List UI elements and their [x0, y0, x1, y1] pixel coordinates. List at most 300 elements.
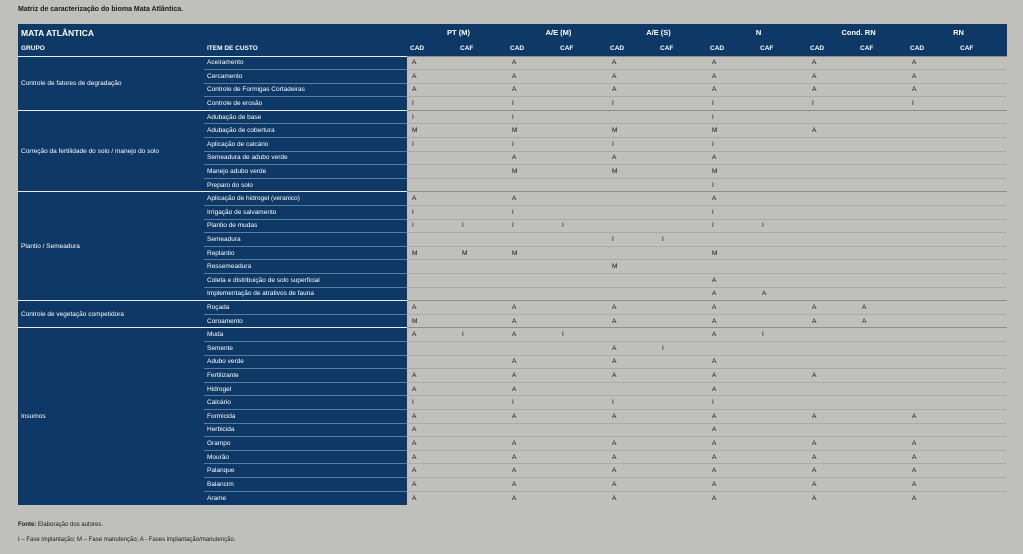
value-cell [807, 138, 857, 152]
value-cell [557, 192, 607, 206]
value-cell [857, 83, 907, 97]
value-cell: A [407, 56, 457, 70]
legend-note: I – Fase implantação; M – Fase manutenção; A - Fases implantação/manutenção. [18, 537, 236, 543]
value-cell [407, 355, 457, 369]
value-cell [807, 233, 857, 247]
value-cell [557, 56, 607, 70]
item-cell: Arame [204, 491, 407, 505]
value-cell: I [507, 206, 557, 220]
value-cell [857, 56, 907, 70]
value-cell [857, 355, 907, 369]
value-cell [807, 178, 857, 192]
value-cell [457, 138, 507, 152]
value-cell [557, 369, 607, 383]
value-cell [957, 314, 1007, 328]
value-cell [807, 192, 857, 206]
group-header-ae-m: A/E (M) [507, 24, 607, 41]
value-cell [657, 138, 707, 152]
value-cell [907, 110, 957, 124]
value-cell: A [407, 437, 457, 451]
value-cell [907, 138, 957, 152]
value-cell [807, 165, 857, 179]
value-cell: A [807, 491, 857, 505]
value-cell [857, 382, 907, 396]
header-row-columns [18, 41, 1007, 56]
value-cell: I [707, 219, 757, 233]
item-cell: Calcário [204, 396, 407, 410]
value-cell: I [907, 97, 957, 111]
value-cell: I [707, 138, 757, 152]
value-cell [907, 233, 957, 247]
value-cell: I [507, 138, 557, 152]
value-cell [607, 423, 657, 437]
value-cell: A [407, 83, 457, 97]
value-cell: A [507, 328, 557, 342]
value-cell: A [507, 56, 557, 70]
value-cell: A [707, 287, 757, 301]
value-cell: I [407, 219, 457, 233]
value-cell [907, 301, 957, 315]
value-cell [957, 138, 1007, 152]
value-cell: A [707, 355, 757, 369]
value-cell [857, 178, 907, 192]
column-header-cad: CAD [407, 41, 457, 56]
value-cell [757, 97, 807, 111]
value-cell: A [607, 437, 657, 451]
item-cell: Mourão [204, 450, 407, 464]
value-cell [957, 328, 1007, 342]
value-cell [507, 287, 557, 301]
value-cell [907, 341, 957, 355]
item-cell: Fertilizante [204, 369, 407, 383]
characterization-matrix [18, 24, 1007, 505]
value-cell: A [507, 192, 557, 206]
value-cell [457, 287, 507, 301]
value-cell [507, 178, 557, 192]
value-cell: M [607, 165, 657, 179]
value-cell: A [407, 328, 457, 342]
value-cell [757, 301, 807, 315]
value-cell: A [407, 450, 457, 464]
value-cell [607, 328, 657, 342]
biome-header: MATA ATLÂNTICA [18, 24, 407, 41]
value-cell: A [507, 301, 557, 315]
value-cell: A [407, 301, 457, 315]
value-cell [657, 97, 707, 111]
value-cell: I [657, 341, 707, 355]
value-cell [757, 369, 807, 383]
item-cell: Aceiramento [204, 56, 407, 70]
value-cell [957, 151, 1007, 165]
value-cell: A [707, 464, 757, 478]
value-cell: A [907, 450, 957, 464]
value-cell [457, 260, 507, 274]
value-cell [457, 56, 507, 70]
value-cell [607, 219, 657, 233]
column-header-caf: CAF [557, 41, 607, 56]
value-cell [407, 287, 457, 301]
value-cell [807, 151, 857, 165]
value-cell [957, 192, 1007, 206]
value-cell [457, 192, 507, 206]
value-cell [757, 341, 807, 355]
value-cell [657, 274, 707, 288]
value-cell: A [707, 274, 757, 288]
value-cell: M [407, 124, 457, 138]
value-cell: A [407, 423, 457, 437]
value-cell [457, 301, 507, 315]
item-cell: Controle de Formigas Cortadeiras [204, 83, 407, 97]
value-cell [457, 491, 507, 505]
source-text: Elaboração dos autores. [36, 522, 104, 528]
group-cell: Controle de fatores de degradação [18, 56, 204, 110]
value-cell: A [707, 301, 757, 315]
value-cell [757, 437, 807, 451]
value-cell [457, 83, 507, 97]
value-cell: A [707, 70, 757, 84]
value-cell [857, 192, 907, 206]
value-cell: I [457, 328, 507, 342]
value-cell [807, 423, 857, 437]
value-cell [657, 328, 707, 342]
column-header-caf: CAF [457, 41, 507, 56]
value-cell [857, 423, 907, 437]
value-cell [907, 287, 957, 301]
value-cell [957, 341, 1007, 355]
value-cell [557, 110, 607, 124]
value-cell [457, 464, 507, 478]
column-header-cad: CAD [607, 41, 657, 56]
value-cell: I [507, 219, 557, 233]
value-cell [457, 97, 507, 111]
group-header-n: N [707, 24, 807, 41]
value-cell [757, 464, 807, 478]
item-cell: Palanque [204, 464, 407, 478]
value-cell [557, 314, 607, 328]
matrix-body [18, 56, 1007, 505]
value-cell [807, 287, 857, 301]
value-cell: A [607, 314, 657, 328]
value-cell [857, 450, 907, 464]
value-cell: M [507, 246, 557, 260]
value-cell: M [407, 314, 457, 328]
value-cell: A [507, 450, 557, 464]
value-cell [657, 355, 707, 369]
value-cell: A [807, 464, 857, 478]
value-cell [757, 192, 807, 206]
value-cell: M [507, 165, 557, 179]
value-cell: I [707, 206, 757, 220]
value-cell: I [407, 138, 457, 152]
item-cell: Aplicação de hidrogel (veranico) [204, 192, 407, 206]
value-cell [557, 233, 607, 247]
value-cell [857, 124, 907, 138]
value-cell: M [457, 246, 507, 260]
value-cell [907, 328, 957, 342]
value-cell [757, 396, 807, 410]
value-cell [557, 491, 607, 505]
value-cell: M [707, 124, 757, 138]
value-cell [507, 260, 557, 274]
value-cell: A [857, 314, 907, 328]
value-cell [557, 97, 607, 111]
column-header-cad: CAD [707, 41, 757, 56]
value-cell [957, 219, 1007, 233]
value-cell [557, 165, 607, 179]
value-cell [807, 206, 857, 220]
item-cell: Grampo [204, 437, 407, 451]
value-cell: I [407, 97, 457, 111]
value-cell [407, 274, 457, 288]
value-cell [657, 301, 707, 315]
value-cell: I [757, 219, 807, 233]
value-cell [657, 124, 707, 138]
value-cell: I [707, 178, 757, 192]
value-cell: A [707, 56, 757, 70]
value-cell: M [607, 260, 657, 274]
value-cell: A [807, 83, 857, 97]
value-cell [857, 97, 907, 111]
value-cell: I [607, 233, 657, 247]
value-cell [857, 151, 907, 165]
value-cell [457, 274, 507, 288]
value-cell: A [807, 314, 857, 328]
value-cell [657, 437, 707, 451]
value-cell [457, 70, 507, 84]
value-cell [657, 382, 707, 396]
value-cell [757, 260, 807, 274]
value-cell: A [607, 70, 657, 84]
value-cell: A [607, 341, 657, 355]
value-cell [657, 165, 707, 179]
value-cell: A [907, 409, 957, 423]
value-cell [557, 138, 607, 152]
value-cell: A [407, 491, 457, 505]
value-cell: M [707, 165, 757, 179]
item-cell: Semente [204, 341, 407, 355]
value-cell: I [657, 233, 707, 247]
value-cell: A [807, 301, 857, 315]
value-cell [907, 124, 957, 138]
value-cell [857, 477, 907, 491]
value-cell [507, 423, 557, 437]
value-cell [907, 396, 957, 410]
value-cell [957, 274, 1007, 288]
value-cell: I [557, 328, 607, 342]
value-cell: I [707, 110, 757, 124]
item-cell: Formicida [204, 409, 407, 423]
value-cell [607, 382, 657, 396]
value-cell: A [807, 56, 857, 70]
group-header-cond-rn: Cond. RN [807, 24, 907, 41]
value-cell: A [507, 437, 557, 451]
value-cell: A [907, 83, 957, 97]
value-cell: A [607, 477, 657, 491]
value-cell [557, 450, 607, 464]
value-cell: A [607, 409, 657, 423]
value-cell: M [407, 246, 457, 260]
value-cell: A [807, 70, 857, 84]
table-row [18, 192, 1007, 206]
value-cell: I [507, 396, 557, 410]
value-cell [657, 409, 707, 423]
item-cell: Herbicida [204, 423, 407, 437]
value-cell [807, 219, 857, 233]
value-cell [957, 110, 1007, 124]
item-cell: Controle de erosão [204, 97, 407, 111]
value-cell [757, 70, 807, 84]
value-cell [757, 124, 807, 138]
item-cell: Cercamento [204, 70, 407, 84]
value-cell [657, 70, 707, 84]
value-cell [757, 206, 807, 220]
value-cell: A [707, 409, 757, 423]
source-label: Fonte: [18, 522, 37, 528]
value-cell [957, 409, 1007, 423]
value-cell [607, 274, 657, 288]
value-cell [957, 287, 1007, 301]
value-cell [857, 70, 907, 84]
value-cell: I [707, 396, 757, 410]
table-row [18, 110, 1007, 124]
item-cell: Hidrogel [204, 382, 407, 396]
value-cell [557, 287, 607, 301]
value-cell [657, 477, 707, 491]
value-cell [457, 314, 507, 328]
value-cell [957, 56, 1007, 70]
value-cell: A [707, 423, 757, 437]
value-cell [857, 274, 907, 288]
value-cell [857, 165, 907, 179]
value-cell [857, 464, 907, 478]
value-cell [907, 246, 957, 260]
value-cell [857, 219, 907, 233]
value-cell [707, 260, 757, 274]
value-cell [957, 369, 1007, 383]
value-cell [507, 274, 557, 288]
value-cell [557, 83, 607, 97]
value-cell: A [607, 491, 657, 505]
value-cell [807, 396, 857, 410]
value-cell: I [607, 97, 657, 111]
value-cell: A [407, 464, 457, 478]
value-cell [557, 423, 607, 437]
column-header-caf: CAF [857, 41, 907, 56]
value-cell [957, 477, 1007, 491]
value-cell: A [607, 355, 657, 369]
value-cell [557, 151, 607, 165]
value-cell [857, 138, 907, 152]
value-cell [907, 274, 957, 288]
value-cell [657, 260, 707, 274]
value-cell [957, 97, 1007, 111]
value-cell: A [807, 477, 857, 491]
value-cell [857, 260, 907, 274]
group-cell: Correção da fertilidade do solo / manejo do solo [18, 110, 204, 192]
value-cell: A [907, 56, 957, 70]
value-cell [557, 464, 607, 478]
group-cell: Insumos [18, 328, 204, 505]
group-header-pt-m: PT (M) [407, 24, 507, 41]
value-cell [457, 124, 507, 138]
value-cell [857, 369, 907, 383]
value-cell: I [607, 138, 657, 152]
value-cell [557, 301, 607, 315]
value-cell [757, 477, 807, 491]
value-cell [957, 396, 1007, 410]
value-cell [907, 165, 957, 179]
value-cell [657, 192, 707, 206]
value-cell [457, 178, 507, 192]
value-cell: A [607, 450, 657, 464]
value-cell [457, 477, 507, 491]
value-cell [457, 409, 507, 423]
group-header-rn: RN [907, 24, 1007, 41]
value-cell [857, 409, 907, 423]
item-cell: Balancim [204, 477, 407, 491]
value-cell [407, 151, 457, 165]
value-cell: I [407, 206, 457, 220]
value-cell [857, 341, 907, 355]
item-cell: Adubação de base [204, 110, 407, 124]
value-cell: A [707, 491, 757, 505]
value-cell: A [707, 151, 757, 165]
value-cell [807, 328, 857, 342]
value-cell: A [707, 314, 757, 328]
value-cell [557, 437, 607, 451]
value-cell [907, 178, 957, 192]
value-cell [557, 274, 607, 288]
value-cell [457, 165, 507, 179]
value-cell: A [707, 477, 757, 491]
value-cell [457, 437, 507, 451]
value-cell [907, 314, 957, 328]
value-cell [757, 491, 807, 505]
value-cell: A [707, 328, 757, 342]
header-row-groups [18, 24, 1007, 41]
item-cell: Semeadura [204, 233, 407, 247]
table-row [18, 328, 1007, 342]
value-cell [957, 70, 1007, 84]
value-cell [657, 178, 707, 192]
value-cell [857, 328, 907, 342]
value-cell: A [707, 192, 757, 206]
value-cell: A [757, 287, 807, 301]
value-cell [457, 369, 507, 383]
value-cell [457, 110, 507, 124]
value-cell [807, 382, 857, 396]
value-cell [657, 369, 707, 383]
value-cell: A [807, 409, 857, 423]
value-cell: A [607, 151, 657, 165]
value-cell [907, 260, 957, 274]
value-cell [457, 396, 507, 410]
value-cell: A [607, 56, 657, 70]
value-cell [557, 382, 607, 396]
value-cell: A [407, 409, 457, 423]
value-cell: A [407, 70, 457, 84]
value-cell [807, 341, 857, 355]
value-cell [757, 450, 807, 464]
value-cell: A [407, 369, 457, 383]
value-cell [807, 274, 857, 288]
value-cell [657, 396, 707, 410]
value-cell: A [507, 151, 557, 165]
value-cell: I [407, 396, 457, 410]
value-cell: A [407, 477, 457, 491]
value-cell [957, 124, 1007, 138]
value-cell [607, 206, 657, 220]
